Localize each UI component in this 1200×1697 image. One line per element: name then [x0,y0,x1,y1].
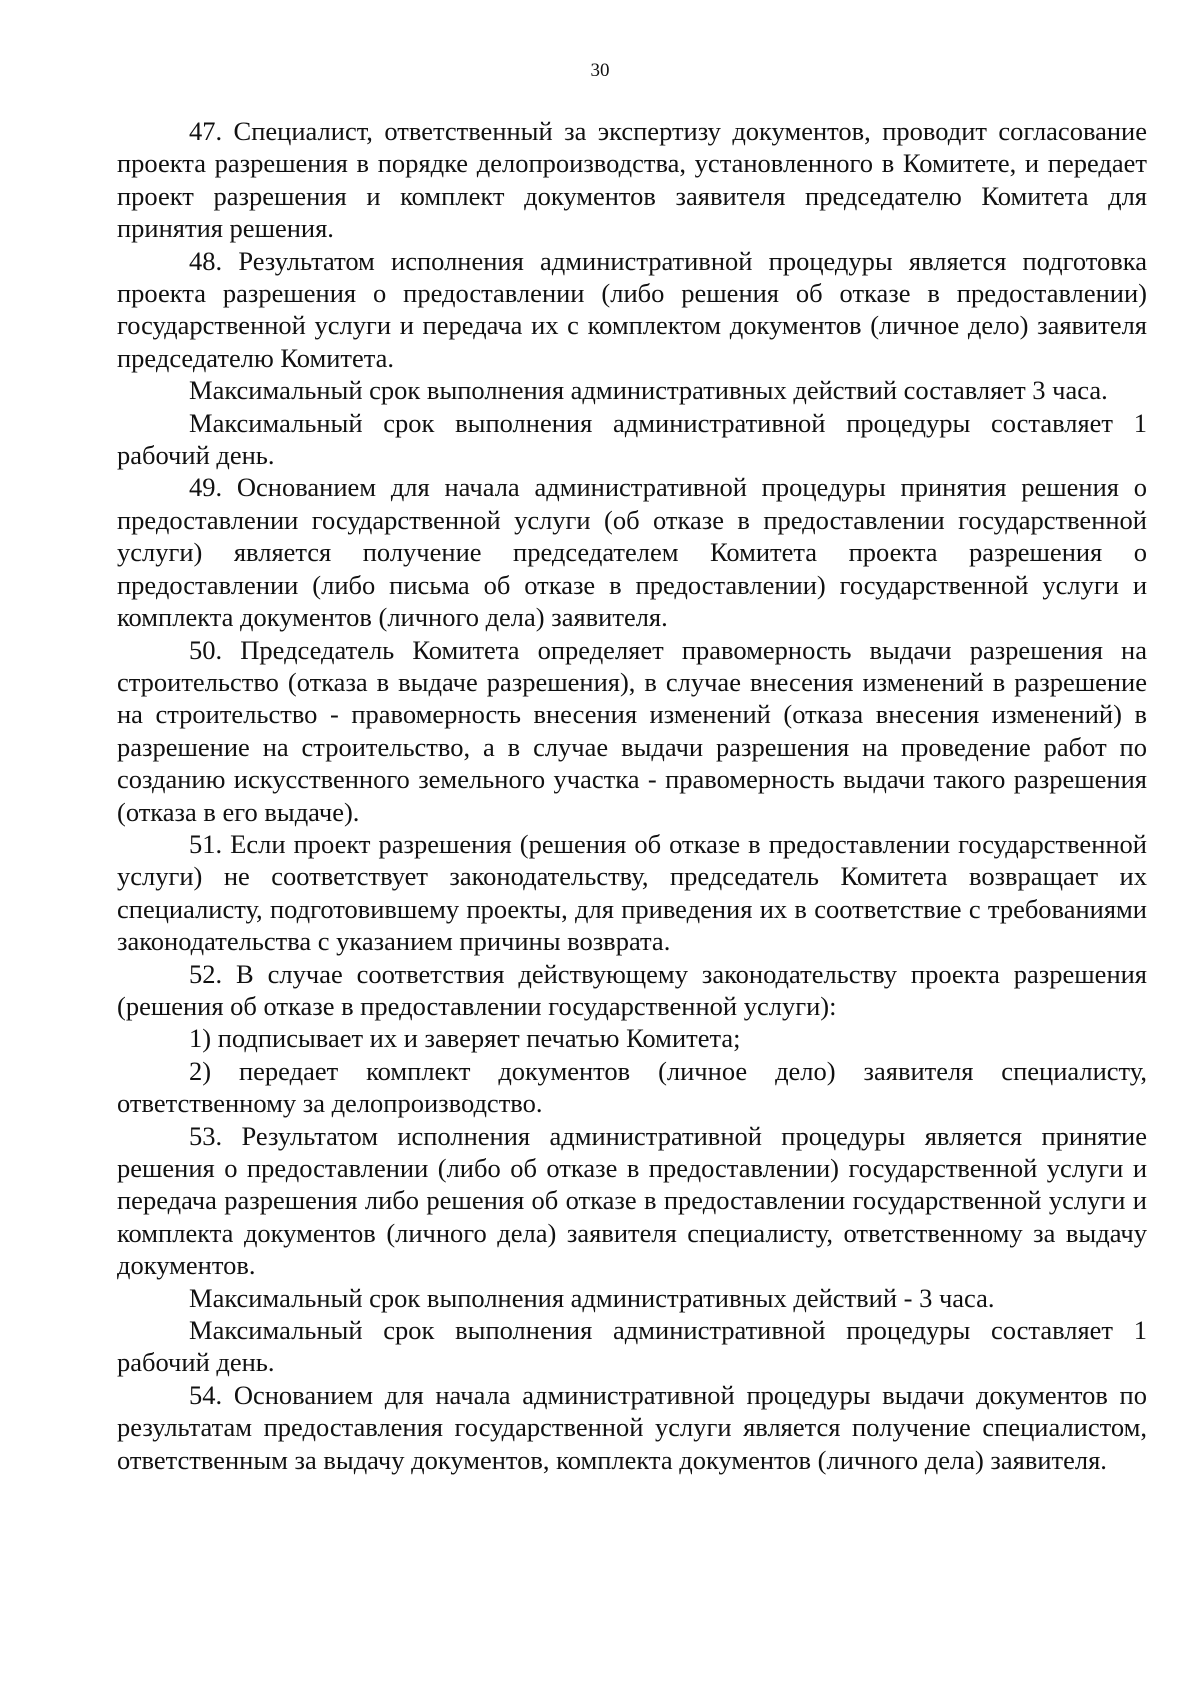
paragraph-52-item-2: 2) передает комплект документов (личное дело) заявителя специалисту, ответственному за делопроизводство. [117,1055,1147,1119]
paragraph-50: 50. Председатель Комитета определяет правомерность выдачи разрешения на строительство (отказа в выдаче разрешения), в случае внесения изменений в разрешение на строительство - правомерность внесения изменений (отказа внесения изменений) в разрешение на строительство, а в случае выдачи разрешения на проведение работ по созданию искусственного земельного участка - правомерность выдачи такого разрешения (отказа в его выдаче). [117,634,1147,827]
paragraph-54: 54. Основанием для начала административной процедуры выдачи документов по результатам предоставления государственной услуги является получение специалистом, ответственным за выдачу документов, комплекта документов (личного дела) заявителя. [117,1379,1147,1475]
page-number: 30 [590,60,610,81]
paragraph-49: 49. Основанием для начала административной процедуры принятия решения о предоставлении государственной услуги (об отказе в предоставлении государственной услуги) является получение председателем Комитета проекта разрешения о предоставлении (либо письма об отказе в предоставлении) государственной услуги и комплекта документов (личного дела) заявителя. [117,472,1147,633]
paragraph-52: 52. В случае соответствия действующему законодательству проекта разрешения (решения об отказе в предоставлении государственной услуги): [117,958,1147,1021]
paragraph-48-procedure-deadline: Максимальный срок выполнения административной процедуры составляет 1 рабочий день. [117,407,1147,471]
paragraph-53: 53. Результатом исполнения административной процедуры является принятие решения о предоставлении (либо об отказе в предоставлении) государственной услуги и передача разрешения либо решения об отказе в предоставлении государственной услуги и комплекта документов (личного дела) заявителя специалисту, ответственному за выдачу документов. [117,1120,1147,1281]
paragraph-53-procedure-deadline: Максимальный срок выполнения административной процедуры составляет 1 рабочий день. [117,1315,1147,1378]
paragraph-51: 51. Если проект разрешения (решения об отказе в предоставлении государственной услуги) не соответствует законодательству, председатель Комитета возвращает их специалисту, подготовившему проекты, для приведения их в соответствие с требованиями законодательства с указанием причины возврата. [117,828,1147,957]
paragraph-47: 47. Специалист, ответственный за экспертизу документов, проводит согласование проекта разрешения в порядке делопроизводства, установленного в Комитете, и передает проект разрешения и комплект документов заявителя председателю Комитета для принятия решения. [117,116,1147,244]
document-body [117,115,1147,1476]
paragraph-52-item-1: 1) подписывает их и заверяет печатью Комитета; [189,1023,741,1054]
paragraph-48: 48. Результатом исполнения административной процедуры является подготовка проекта разрешения о предоставлении (либо решения об отказе в предоставлении) государственной услуги и передача их с комплектом документов (личное дело) заявителя председателю Комитета. [117,245,1147,373]
paragraph-53-actions-deadline: Максимальный срок выполнения административных действий - 3 часа. [189,1282,995,1313]
paragraph-48-actions-deadline: Максимальный срок выполнения административных действий составляет 3 часа. [189,375,1108,406]
